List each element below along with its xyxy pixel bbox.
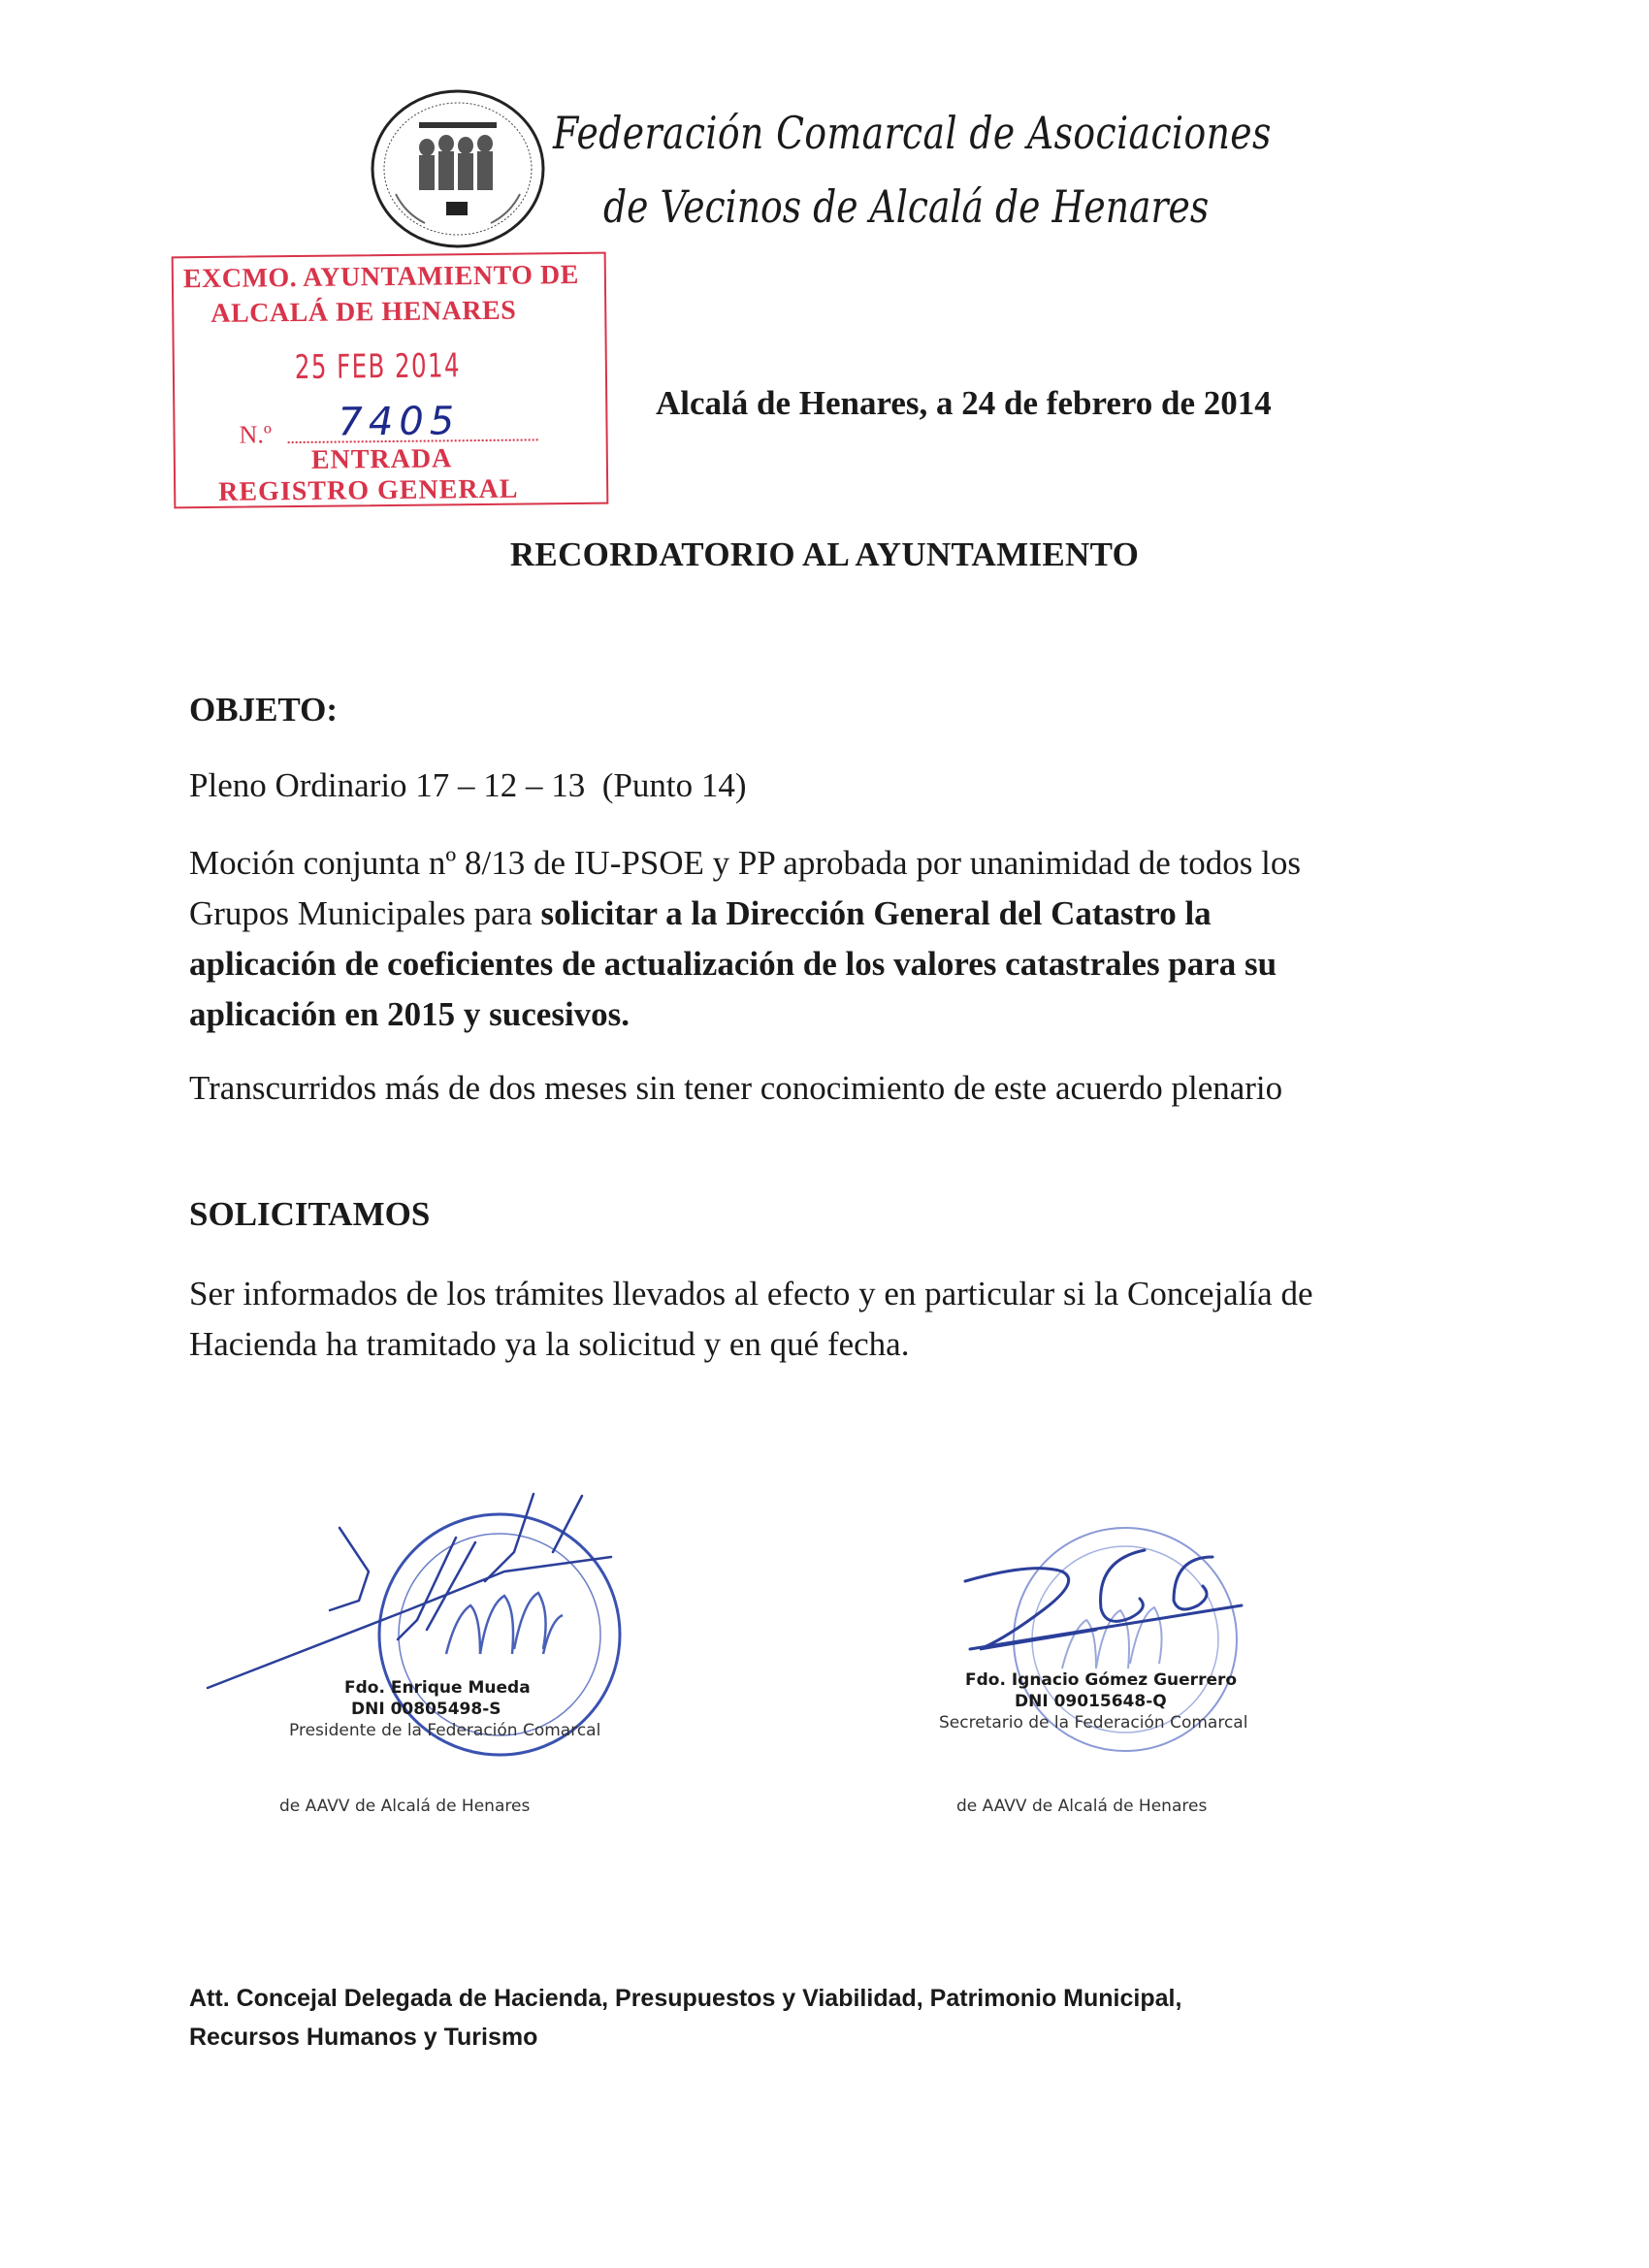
letterhead [553, 107, 1429, 233]
mocion-paragraph [189, 838, 1334, 1040]
objeto-heading: OBJETO: [189, 691, 339, 729]
document-date: Alcalá de Henares, a 24 de febrero de 2014 [656, 384, 1272, 422]
attention-line-2: Recursos Humanos y Turismo [189, 2024, 538, 2051]
stamp-line-ayuntamiento: EXCMO. AYUNTAMIENTO DE [182, 259, 580, 295]
stamp-registro-general: REGISTRO GENERAL [218, 473, 519, 507]
signer-2-name: Fdo. Ignacio Gómez Guerrero [965, 1670, 1238, 1690]
handwritten-signature-icon [194, 1484, 660, 1736]
document-title: RECORDATORIO AL AYUNTAMIENTO [509, 535, 1140, 573]
signer-1-name: Fdo. Enrique Mueda [344, 1678, 531, 1698]
mocion-bold-text: solicitar a la Dirección General del Catastro la aplicación de coeficientes de actualización de los valores catastrales para su aplicación en 2015 y sucesivos. [189, 894, 1277, 1033]
stamp-line-city: ALCALÁ DE HENARES [210, 295, 517, 329]
solicitamos-heading: SOLICITAMOS [189, 1195, 431, 1233]
stamp-number-handwritten: 7405 [338, 399, 461, 445]
signer-1-org: de AAVV de Alcalá de Henares [279, 1797, 531, 1816]
signer-1-dni: DNI 00805498-S [351, 1700, 501, 1719]
attention-recipient [189, 1979, 1353, 2057]
stamp-number-label: N.º [239, 420, 273, 449]
attention-line-1: Att. Concejal Delegada de Hacienda, Presupuestos y Viabilidad, Patrimonio Municipal, [189, 1985, 1182, 2012]
signer-2-org: de AAVV de Alcalá de Henares [956, 1797, 1208, 1816]
signer-1-role: Presidente de la Federación Comarcal [289, 1721, 601, 1740]
stamp-date: 25 FEB 2014 [294, 346, 462, 388]
signer-2-dni: DNI 09015648-Q [1015, 1692, 1167, 1711]
solicitamos-paragraph: Ser informados de los trámites llevados al efecto y en particular si la Concejalía de Hacienda ha tramitado ya la solicitud y en qué fecha. [189, 1275, 1313, 1363]
signature-block-president [194, 1484, 660, 1824]
letterhead-line-1: Federación Comarcal de Asociaciones [553, 107, 1272, 159]
letterhead-line-2: de Vecinos de Alcalá de Henares [603, 180, 1210, 233]
registry-entry-stamp [172, 252, 609, 509]
handwritten-signature-icon [912, 1504, 1300, 1698]
mocion-text: Moción conjunta nº 8/13 de IU-PSOE y PP aprobada por unanimidad de todos los Grupos Municipales para [189, 844, 1301, 932]
signer-2-role: Secretario de la Federación Comarcal [939, 1713, 1248, 1733]
pleno-reference: Pleno Ordinario 17 – 12 – 13 (Punto 14) [189, 766, 747, 804]
federation-seal-icon [367, 87, 549, 250]
stamp-entrada: ENTRADA [310, 443, 453, 475]
transcurridos-paragraph: Transcurridos más de dos meses sin tener conocimiento de este acuerdo plenario [189, 1069, 1283, 1107]
signature-block-secretary [912, 1504, 1300, 1824]
